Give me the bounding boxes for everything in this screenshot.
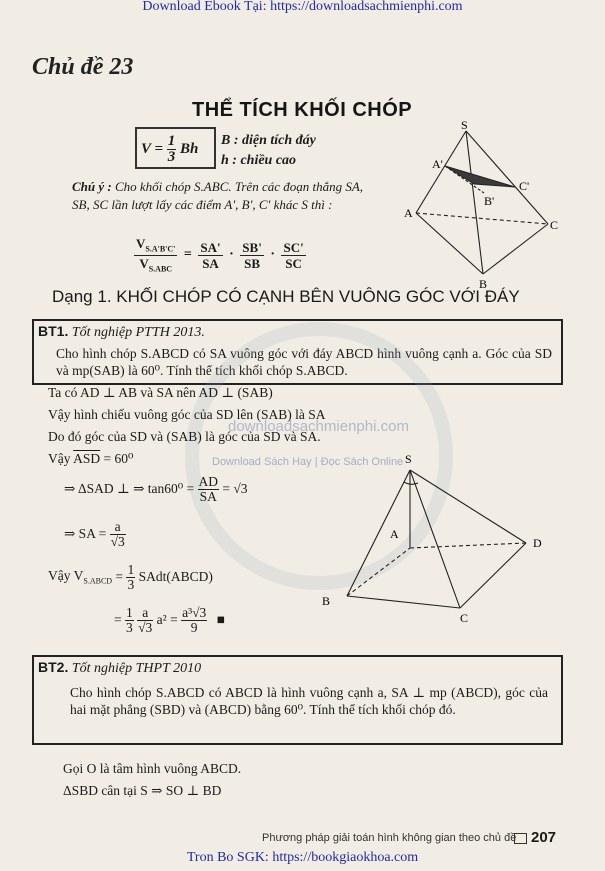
bt2-label: BT2. xyxy=(38,659,69,675)
footer-running-title: Phương pháp giải toán hình không gian theo chủ đề xyxy=(262,832,517,844)
sol1-l5-frac xyxy=(198,475,220,503)
sol1-l7-frac xyxy=(126,563,135,591)
footer-book-icon xyxy=(514,833,527,844)
sol1-l5-post: = √3 xyxy=(222,481,248,496)
sol2-line-1: Gọi O là tâm hình vuông ABCD. xyxy=(63,761,242,776)
sol1-l8-d1: 3 xyxy=(126,619,133,635)
ratio-sa-den: SA xyxy=(202,255,219,271)
sol1-l6-num: a xyxy=(110,520,126,535)
ratio-sc-num: SC' xyxy=(283,239,304,255)
bt1-label: BT1. xyxy=(38,323,69,339)
section-heading-dang-1: Dạng 1. KHỐI CHÓP CÓ CẠNH BÊN VUÔNG GÓC VỚI ĐÁY xyxy=(52,287,520,306)
fig2-label-c: C xyxy=(460,611,469,625)
note-label: Chú ý : xyxy=(72,179,112,194)
sol1-l8-frac1 xyxy=(125,606,134,634)
topic-heading: Chủ đề 23 xyxy=(32,54,134,80)
fig2-label-s: S xyxy=(405,452,412,466)
fig1-label-b1: B' xyxy=(484,194,495,208)
formula-rhs: Bh xyxy=(180,140,199,157)
sol1-line-6 xyxy=(64,520,126,548)
sol2-line-2: ΔSBD cân tại S ⇒ SO ⊥ BD xyxy=(63,783,222,798)
ratio-v2: $V_{S.ABC}$ xyxy=(139,255,173,274)
ratio-volume-fraction xyxy=(134,236,177,274)
sol1-l4-pre: Vậy xyxy=(48,451,71,466)
ratio-sb-fraction xyxy=(240,240,264,271)
sol1-l8-n3: a³√3 xyxy=(182,605,207,620)
ratio-sc-den: SC xyxy=(285,255,302,271)
sol1-l8-n2: a xyxy=(137,606,153,621)
volume-ratio-formula xyxy=(134,236,306,274)
note-text: Cho khối chóp S.ABC. Trên các đoạn thẳng SA, SB, SC lần lượt lấy các điểm A', B', C' khác S thì : xyxy=(72,179,364,212)
sol1-l4-angle: $\overline{ASD}$ xyxy=(73,451,101,466)
ratio-dot-1: · xyxy=(229,247,234,263)
sol1-l7-post: SAdt(ABCD) xyxy=(138,569,213,584)
fig1-label-c: C xyxy=(550,218,559,232)
watermark-site: downloadsachmienphi.com xyxy=(228,418,409,435)
sol1-line-4 xyxy=(48,451,133,467)
header-download-link[interactable]: Download Ebook Tại: https://downloadsachmienphi.com xyxy=(142,0,463,14)
qed-symbol: ■ xyxy=(216,612,225,627)
watermark-tagline: Download Sách Hay | Đọc Sách Online xyxy=(212,456,404,468)
bt2-source: Tốt nghiệp THPT 2010 xyxy=(71,661,202,676)
sol1-line-5 xyxy=(64,475,248,503)
ratio-sc-fraction xyxy=(281,240,305,271)
sol1-l7-num: 1 xyxy=(127,562,135,577)
sol1-l6-frac xyxy=(110,520,126,548)
sol1-l6-pre: ⇒ SA = xyxy=(64,526,107,541)
formula-numerator: 1 xyxy=(167,133,176,149)
sol1-l5-num: AD xyxy=(198,474,219,489)
sol1-l7-v: Vậy $V_{S.ABCD}$ xyxy=(48,568,113,586)
bt2-heading xyxy=(38,659,201,677)
sol1-l8-frac2 xyxy=(137,606,153,634)
footer-sgk-link[interactable]: Tron Bo SGK: https://bookgiaokhoa.com xyxy=(186,850,419,865)
sol1-l8-frac3 xyxy=(181,606,207,634)
ratio-sa-num: SA' xyxy=(200,239,221,255)
sol1-l7-den: 3 xyxy=(127,576,135,592)
fig1-label-a: A xyxy=(404,206,413,220)
page-number: 207 xyxy=(531,829,557,846)
tetrahedron-figure xyxy=(398,118,568,298)
fig2-label-d: D xyxy=(533,536,542,550)
ratio-sb-num: SB' xyxy=(242,239,262,255)
bt1-heading xyxy=(38,323,205,341)
bt1-problem: Cho hình chóp S.ABCD có SA vuông góc với đáy ABCD hình vuông cạnh a. Góc của SD và mp(SAB) là 60⁰. Tính thể tích khối chóp S.ABCD. xyxy=(56,346,552,378)
sol1-l6-den: √3 xyxy=(110,533,125,549)
sol1-line-8 xyxy=(114,606,225,634)
fig1-label-b: B xyxy=(479,277,488,291)
ratio-sa-fraction xyxy=(198,240,222,271)
page-title: THỂ TÍCH KHỐI CHÓP xyxy=(192,99,413,121)
b-description: B : diện tích đáy xyxy=(221,133,316,148)
fig1-label-c1: C' xyxy=(519,179,530,193)
note-paragraph xyxy=(72,178,372,214)
ratio-sb-den: SB xyxy=(244,255,260,271)
square-pyramid-figure xyxy=(312,448,552,630)
sol1-l8-d3: 9 xyxy=(190,619,198,635)
formula-denominator: 3 xyxy=(167,149,176,165)
ratio-equals: = xyxy=(183,247,192,263)
formula-lhs: V = xyxy=(141,140,164,157)
sol1-l8-n1: 1 xyxy=(126,605,133,620)
fig1-label-a1: A' xyxy=(432,157,443,171)
ratio-v1: $V_{S.A'B'C'}$ xyxy=(136,236,176,254)
sol1-l8-mid: a² = xyxy=(156,612,178,627)
fig2-label-a: A xyxy=(390,527,399,541)
formula-fraction xyxy=(167,134,177,165)
bt2-problem: Cho hình chóp S.ABCD có ABCD là hình vuông cạnh a, SA ⊥ mp (ABCD), góc của hai mặt phẳng (SBD) và (ABCD) bằng 60⁰. Tính thể tích khối chóp đó. xyxy=(70,685,548,717)
bt1-source: Tốt nghiệp PTTH 2013. xyxy=(71,325,205,340)
h-description: h : chiều cao xyxy=(221,153,297,168)
sol1-l5-den: SA xyxy=(199,488,217,504)
sol1-l4-post: = 60⁰ xyxy=(103,451,134,466)
sol1-line-7 xyxy=(48,563,213,591)
volume-formula xyxy=(141,134,198,165)
fig2-label-b: B xyxy=(322,594,331,608)
formula-legend xyxy=(221,131,316,171)
sol1-line-2: Vậy hình chiếu vuông góc của SD lên (SAB) là SA xyxy=(48,407,326,422)
fig1-label-s: S xyxy=(461,118,468,132)
sol1-line-3: Do đó góc của SD và (SAB) là góc của SD và SA. xyxy=(48,429,321,444)
sol1-l5-pre: ⇒ ΔSAD ⊥ ⇒ tan60⁰ = xyxy=(64,481,195,496)
sol1-l7-eq: = xyxy=(115,569,124,584)
sol1-l8-d2: √3 xyxy=(138,619,153,635)
ratio-dot-2: · xyxy=(270,247,275,263)
sol1-line-1: Ta có AD ⊥ AB và SA nên AD ⊥ (SAB) xyxy=(48,385,273,400)
sol1-l8-eq: = xyxy=(114,612,122,627)
